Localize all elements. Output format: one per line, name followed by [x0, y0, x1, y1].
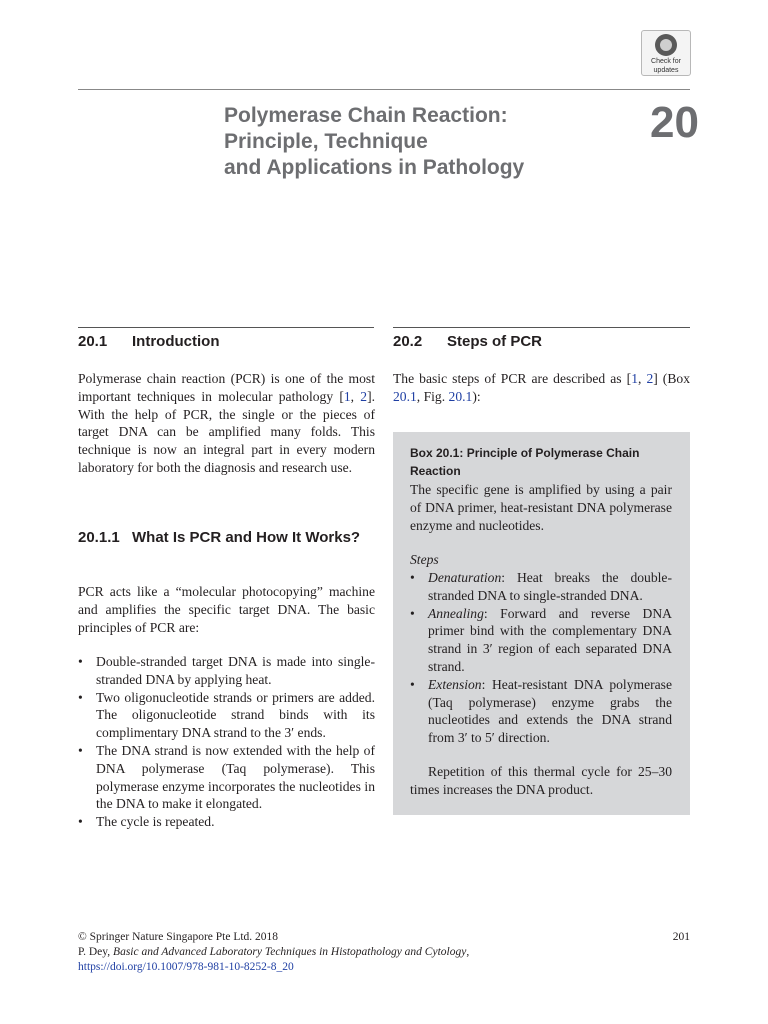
section-rule-left	[78, 327, 374, 328]
citation-link-1[interactable]: 1	[631, 371, 638, 386]
section-heading-introduction	[78, 332, 219, 352]
box-steps-label: Steps	[410, 552, 439, 567]
intro-text-a: Polymerase chain reaction (PCR) is one of the most important techniques in molecular pathology [	[78, 371, 375, 404]
step-text: : Forward and reverse DNA primer bind with the complementary DNA strand in 3′ region of each separated DNA strand.	[428, 605, 672, 674]
chapter-title-line-2: Principle, Technique	[224, 130, 428, 153]
list-item	[410, 676, 672, 747]
box-repeat-paragraph: Repetition of this thermal cycle for 25–30 times increases the DNA product.	[410, 764, 672, 797]
chapter-title-line-3: and Applications in Pathology	[224, 156, 525, 179]
box-steps-list	[410, 569, 672, 747]
section-rule-right	[393, 327, 690, 328]
footer-citation	[78, 945, 690, 960]
section-title: Steps of PCR	[447, 333, 543, 350]
subsection-heading	[78, 528, 374, 548]
step-text: : Heat breaks the double-stranded DNA to single-stranded DNA.	[428, 570, 672, 603]
chapter-title-line-1: Polymerase Chain Reaction:	[224, 104, 508, 127]
step-term: Extension	[428, 676, 482, 692]
footer	[78, 930, 690, 975]
steps-intro-paragraph	[393, 370, 690, 406]
footer-copyright: © Springer Nature Singapore Pte Ltd. 2018	[78, 931, 279, 943]
step-text: : Heat-resistant DNA polymerase (Taq polymerase) enzyme grabs the nucleotides and extends the DNA strand from 3′ to 5′ direction.	[428, 676, 672, 746]
steps-comma: ,	[637, 371, 647, 386]
steps-text-a: The basic steps of PCR are described as [	[393, 371, 632, 386]
list-item: • The cycle is repeated.	[78, 813, 375, 831]
list-item	[410, 569, 672, 605]
step-term: Denaturation	[428, 570, 502, 585]
top-rule	[78, 89, 690, 90]
steps-text-c: , Fig.	[416, 388, 449, 404]
intro-paragraph	[78, 370, 375, 477]
pcr-intro-paragraph: PCR acts like a “molecular photocopying” machine and amplifies the specific target DNA. The basic principles of PCR are:	[78, 584, 375, 635]
intro-comma: ,	[350, 388, 361, 404]
chapter-title	[224, 103, 624, 181]
footer-comma: ,	[466, 946, 470, 958]
steps-text-b: ] (Box	[653, 371, 690, 386]
subsection-title: What Is PCR and How It Works?	[132, 529, 361, 546]
list-item: • The DNA strand is now extended with the help of DNA polymerase (Taq polymerase). This polymerase enzyme incorporates the nucleotides in the DNA to make it elongated.	[78, 742, 375, 813]
section-heading-steps	[393, 332, 542, 352]
check-for-updates-badge[interactable]	[641, 30, 691, 76]
box-body: The specific gene is amplified by using a pair of DNA primer, heat-resistant DNA polymerase enzyme and nucleotides.	[410, 482, 672, 533]
badge-line-2: updates	[653, 67, 679, 74]
box-title: Box 20.1: Principle of Polymerase Chain Reaction	[410, 446, 640, 478]
box-reference-link[interactable]: 20.1	[393, 388, 417, 404]
section-number: 20.2	[393, 333, 423, 350]
crossmark-icon	[655, 34, 677, 56]
citation-link-2[interactable]: 2	[360, 388, 368, 404]
list-item: • Two oligonucleotide strands or primers are added. The oligonucleotide strand binds with its complimentary DNA strand to the 3′ ends.	[78, 689, 375, 742]
footer-book-title: Basic and Advanced Laboratory Techniques in Histopathology and Cytology	[113, 946, 467, 958]
figure-reference-link[interactable]: 20.1	[448, 388, 473, 404]
subsection-number: 20.1.1	[78, 529, 120, 546]
step-term: Annealing	[428, 605, 484, 621]
badge-line-1: Check for	[651, 58, 681, 65]
chapter-number: 20	[650, 98, 699, 147]
list-item	[410, 605, 672, 676]
citation-link-2[interactable]: 2	[646, 371, 654, 386]
citation-link-1[interactable]: 1	[343, 388, 351, 404]
section-title: Introduction	[132, 333, 220, 350]
section-number: 20.1	[78, 333, 108, 350]
footer-author: P. Dey,	[78, 946, 114, 958]
steps-text-d: ):	[472, 388, 481, 404]
list-item: • Double-stranded target DNA is made into single-stranded DNA by applying heat.	[78, 653, 375, 689]
intro-text-b: ]. With the help of PCR, the single or the pieces of target DNA can be amplified many folds. This technique is now an integral part in every modern laboratory for both the diagnosis and research use.	[78, 388, 375, 475]
principles-list	[78, 653, 375, 831]
page-number: 201	[672, 931, 690, 943]
doi-link[interactable]: https://doi.org/10.1007/978-981-10-8252-8_20	[78, 961, 294, 973]
